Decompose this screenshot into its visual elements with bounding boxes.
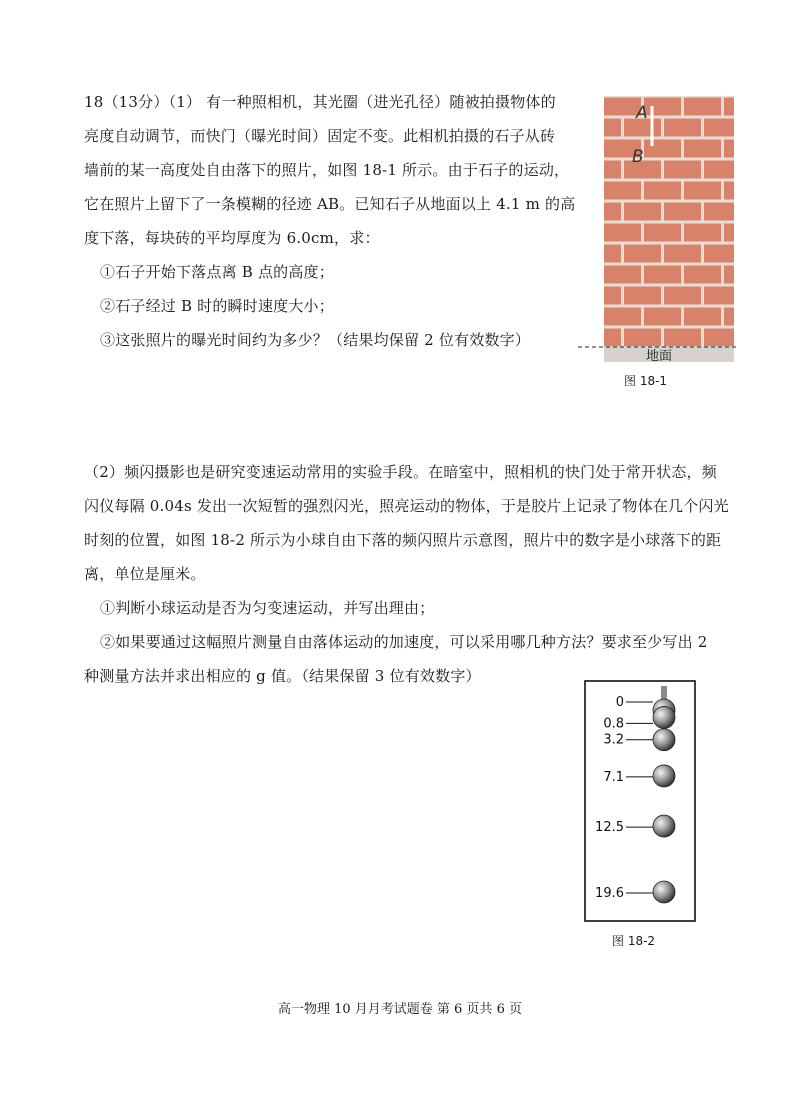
brick [644,308,681,326]
part2-line-1: （2）频闪摄影也是研究变速运动常用的实验手段。在暗室中，照相机的快门处于常开状态，频 [84,463,717,481]
brick [604,266,641,284]
figure-18-2 [584,680,696,960]
position-label-0: 0 [615,695,624,710]
part2-question-3: 种测量方法并求出相应的 g 值。（结果保留 3 位有效数字） [84,667,481,685]
ball-1 [653,706,675,728]
brick [684,266,721,284]
brick [704,287,734,305]
position-label-2: 3.2 [603,732,624,748]
brick [624,203,661,221]
brick [604,203,621,221]
brick [684,140,721,158]
brick [684,224,721,242]
brick [724,308,734,326]
brick [724,98,734,116]
figure-18-1-caption: 图 18-1 [624,374,668,388]
part1-question-3: ③这张照片的曝光时间约为多少？（结果均保留 2 位有效数字） [100,331,531,349]
part1-line-2: 亮度自动调节，而快门（曝光时间）固定不变。此相机拍摄的石子从砖 [84,127,556,145]
brick [644,266,681,284]
brick [664,203,701,221]
brick [644,98,681,116]
brick [664,119,701,137]
strobe-photo-figure [584,680,696,926]
ball-3 [653,765,675,787]
brick [644,140,681,158]
position-label-3: 7.1 [603,769,624,785]
part1-question-2: ②石子经过 B 时的瞬时速度大小； [100,297,334,315]
figure-18-1 [576,96,742,388]
brick [624,329,661,347]
brick [704,203,734,221]
brick [664,245,701,263]
brick [724,140,734,158]
ball-2 [653,729,675,751]
brick [664,287,701,305]
part1-line-5: 度下落，每块砖的平均厚度为 6.0cm，求： [84,229,380,247]
brick-wall-figure [576,96,742,376]
brick [704,329,734,347]
brick-wall [604,96,734,348]
part2-line-2: 闪仪每隔 0.04s 发出一次短暂的强烈闪光，照亮运动的物体，于是胶片上记录了物体在几个闪光 [84,497,729,515]
brick [644,224,681,242]
part1-line-1: 18（13分）（1） 有一种照相机，其光圈（进光孔径）随被拍摄物体的 [84,93,556,111]
brick [604,182,641,200]
part1-line-3: 墙前的某一高度处自由落下的照片，如图 18-1 所示。由于石子的运动， [84,161,570,179]
label-a: A [636,103,648,123]
brick [644,182,681,200]
brick [604,329,621,347]
brick [664,161,701,179]
brick [724,266,734,284]
brick [604,287,621,305]
ground-label: 地面 [646,349,673,364]
brick [684,182,721,200]
brick [704,245,734,263]
brick [624,245,661,263]
page-footer: 高一物理 10 月月考试题卷 第 6 页共 6 页 [277,1002,522,1017]
brick [704,161,734,179]
part2-question-2: ②如果要通过这幅照片测量自由落体运动的加速度，可以采用哪几种方法？要求至少写出 2 [100,633,708,651]
position-label-5: 19.6 [595,886,624,901]
brick [724,182,734,200]
ball-4 [653,815,675,837]
position-label-4: 12.5 [595,820,624,836]
part2-line-4: 离，单位是厘米。 [84,565,206,583]
part2-question-1: ①判断小球运动是否为匀变速运动，并写出理由； [100,599,435,617]
brick [604,119,621,137]
part1-line-4: 它在照片上留下了一条模糊的径迹 AB。已知石子从地面以上 4.1 m 的高 [84,195,576,213]
ball-5 [653,881,675,903]
position-label-1: 0.8 [603,716,624,732]
brick [684,308,721,326]
brick [604,308,641,326]
part1-question-1: ①石子开始下落点离 B 点的高度； [100,263,334,281]
brick [684,98,721,116]
brick [724,224,734,242]
brick [604,161,621,179]
brick [604,224,641,242]
brick [604,245,621,263]
brick [704,119,734,137]
figure-18-2-caption: 图 18-2 [612,934,656,948]
part2-line-3: 时刻的位置，如图 18-2 所示为小球自由下落的频闪照片示意图，照片中的数字是小球落下的距 [84,531,722,549]
label-b: B [632,147,644,167]
photo-frame [585,681,695,921]
brick [664,329,701,347]
brick [624,287,661,305]
